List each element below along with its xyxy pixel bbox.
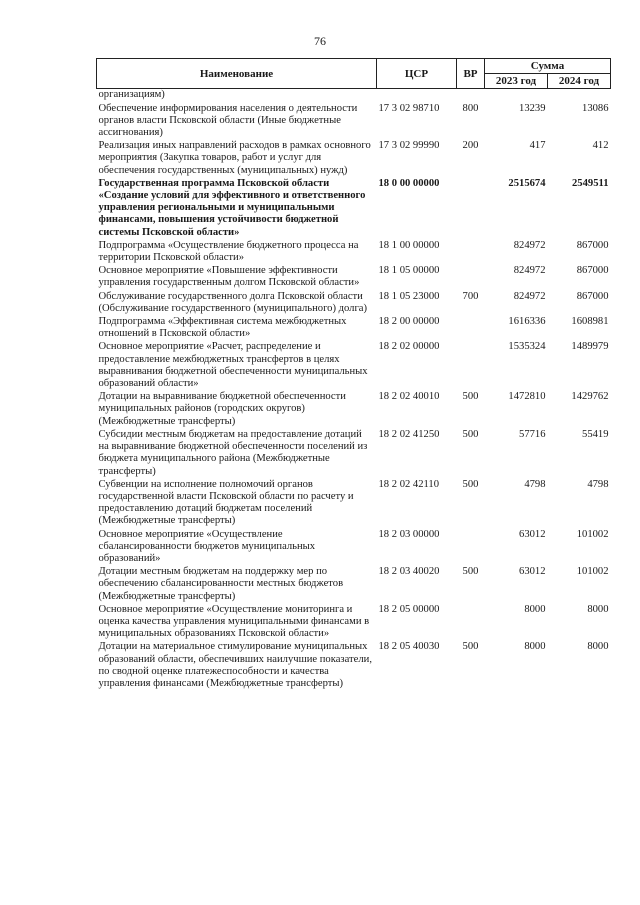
- row-csr-code: 18 2 03 40020: [378, 566, 440, 578]
- table-row: [97, 178, 611, 240]
- table-row: [97, 641, 611, 691]
- row-vr-code: 700: [462, 290, 479, 302]
- page-number: 76: [314, 34, 326, 48]
- row-csr-code: 18 1 05 23000: [378, 290, 440, 302]
- row-csr-code: 18 1 00 00000: [378, 239, 440, 251]
- row-value-2023: 417: [529, 140, 546, 152]
- row-name: Основное мероприятие «Осуществление мониторинга и оценка качества управления муниципальными финансами в муниципальных образованиях Псковской области»: [98, 603, 370, 640]
- budget-table: [96, 58, 611, 691]
- row-name: Дотации местным бюджетам на поддержку мер по обеспечению сбалансированности местных бюджетов (Межбюджетные трансферты): [98, 566, 344, 602]
- header-vr: ВР: [457, 59, 485, 89]
- row-vr-code: 500: [462, 391, 479, 403]
- row-value-2023: 824972: [513, 290, 546, 302]
- table-row: [97, 341, 611, 391]
- row-name: Обслуживание государственного долга Псковской области (Обслуживание государственного (муниципального) долга): [98, 290, 368, 314]
- row-name: Реализация иных направлений расходов в рамках основного мероприятия (Закупка товаров, работ и услуг для обеспечения государственных (муниципальных) нужд): [98, 140, 371, 176]
- row-vr-code: [457, 316, 485, 341]
- row-vr-code: [457, 529, 485, 567]
- row-value-2023: 8000: [524, 603, 546, 615]
- row-csr-code: 18 2 02 41250: [378, 428, 440, 440]
- row-name: Дотации на материальное стимулирование муниципальных образований области, обеспечивших наилучшие показатели, по сводной оценке платежеспособности и качества управления финансами (Межбюджетные трансферты): [98, 641, 372, 689]
- row-value-2023: 57716: [519, 428, 546, 440]
- row-value-2024: 55419: [582, 428, 609, 440]
- row-value-2023: 1616336: [508, 316, 546, 328]
- row-value-2024: 412: [592, 140, 609, 152]
- table-row: [97, 566, 611, 604]
- row-vr-code: 800: [462, 102, 479, 114]
- header-year-2024: 2024 год: [548, 74, 611, 89]
- row-csr-code: 18 2 05 40030: [378, 641, 440, 653]
- row-value-2023: [485, 89, 548, 103]
- row-name: Государственная программа Псковской области «Создание условий для эффективного и ответственного управления региональными и муниципальными финансами, повышения устойчивости бюджетной системы Псковской области»: [98, 177, 366, 238]
- row-value-2024: [548, 89, 611, 103]
- row-value-2024: 101002: [576, 528, 609, 540]
- row-vr-code: [457, 265, 485, 290]
- row-csr-code: 18 0 00 00000: [378, 177, 440, 189]
- table-row: [97, 391, 611, 429]
- table-header: [97, 59, 611, 89]
- table-row: [97, 89, 611, 103]
- row-value-2023: 824972: [513, 239, 546, 251]
- header-csr: ЦСР: [377, 59, 457, 89]
- row-vr-code: 500: [462, 428, 479, 440]
- row-value-2024: 13086: [582, 102, 609, 114]
- row-value-2023: 824972: [513, 265, 546, 277]
- row-vr-code: [457, 240, 485, 265]
- row-value-2024: 867000: [576, 290, 609, 302]
- row-name: Основное мероприятие «Повышение эффективности управления государственным долгом Псковской области»: [98, 265, 360, 289]
- row-value-2023: 13239: [519, 102, 546, 114]
- row-csr-code: [377, 89, 457, 103]
- row-value-2024: 4798: [587, 478, 609, 490]
- row-vr-code: 500: [462, 478, 479, 490]
- header-name: Наименование: [97, 59, 377, 89]
- table-row: [97, 529, 611, 567]
- table-row: [97, 103, 611, 141]
- row-value-2024: 101002: [576, 566, 609, 578]
- row-vr-code: [457, 178, 485, 240]
- row-value-2023: 1472810: [508, 391, 546, 403]
- table-body: [97, 89, 611, 691]
- row-csr-code: 18 2 02 42110: [378, 478, 440, 490]
- table-row: [97, 291, 611, 316]
- row-name: Субвенции на исполнение полномочий органов государственной власти Псковской области по расчету и предоставлению дотаций бюджетам поселений (Межбюджетные трансферты): [98, 478, 354, 527]
- row-value-2024: 867000: [576, 265, 609, 277]
- table-row: [97, 240, 611, 265]
- row-name: Дотации на выравнивание бюджетной обеспеченности муниципальных районов (городских округов) (Межбюджетные трансферты): [98, 391, 346, 427]
- row-name: Основное мероприятие «Расчет, распределение и предоставление межбюджетных трансфертов в целях выравнивания бюджетной обеспеченности муниципальных образований области»: [98, 341, 368, 390]
- row-vr-code: [457, 341, 485, 391]
- row-value-2024: 8000: [587, 603, 609, 615]
- row-name: Подпрограмма «Эффективная система межбюджетных отношений в Псковской области»: [98, 316, 347, 340]
- row-name: организациям): [98, 89, 165, 101]
- row-vr-code: 500: [462, 566, 479, 578]
- row-value-2024: 8000: [587, 641, 609, 653]
- row-value-2023: 1535324: [508, 341, 546, 353]
- table-row: [97, 429, 611, 479]
- row-csr-code: 18 2 00 00000: [378, 316, 440, 328]
- row-vr-code: 200: [462, 140, 479, 152]
- row-value-2024: 1489979: [571, 341, 609, 353]
- table-row: [97, 316, 611, 341]
- row-name: Основное мероприятие «Осуществление сбалансированности бюджетов муниципальных образований»: [98, 528, 316, 564]
- row-value-2023: 4798: [524, 478, 546, 490]
- row-value-2023: 2515674: [508, 177, 546, 189]
- row-vr-code: [457, 89, 485, 103]
- row-value-2024: 1429762: [571, 391, 609, 403]
- row-value-2024: 1608981: [571, 316, 609, 328]
- table-row: [97, 604, 611, 642]
- row-value-2023: 63012: [519, 566, 546, 578]
- row-csr-code: 18 2 03 00000: [378, 528, 440, 540]
- row-name: Подпрограмма «Осуществление бюджетного процесса на территории Псковской области»: [98, 239, 359, 264]
- table-row: [97, 140, 611, 178]
- row-name: Субсидии местным бюджетам на предоставление дотаций на выравнивание бюджетной обеспеченности поселений из бюджета муниципального района (Межбюджетные трансферты): [98, 428, 368, 477]
- row-value-2023: 63012: [519, 528, 546, 540]
- row-csr-code: 17 3 02 99990: [378, 140, 440, 152]
- row-csr-code: 18 2 02 40010: [378, 391, 440, 403]
- header-year-2023: 2023 год: [485, 74, 548, 89]
- row-vr-code: [457, 604, 485, 642]
- row-vr-code: 500: [462, 641, 479, 653]
- row-csr-code: 18 2 05 00000: [378, 603, 440, 615]
- row-name: Обеспечение информирования населения о деятельности органов власти Псковской области (Иные бюджетные ассигнования): [98, 102, 358, 139]
- row-csr-code: 18 2 02 00000: [378, 341, 440, 353]
- row-value-2023: 8000: [524, 641, 546, 653]
- table-row: [97, 265, 611, 290]
- header-sum: Сумма: [485, 59, 611, 74]
- row-csr-code: 18 1 05 00000: [378, 265, 440, 277]
- row-value-2024: 2549511: [572, 177, 609, 189]
- table-row: [97, 479, 611, 529]
- row-csr-code: 17 3 02 98710: [378, 102, 440, 114]
- row-value-2024: 867000: [576, 239, 609, 251]
